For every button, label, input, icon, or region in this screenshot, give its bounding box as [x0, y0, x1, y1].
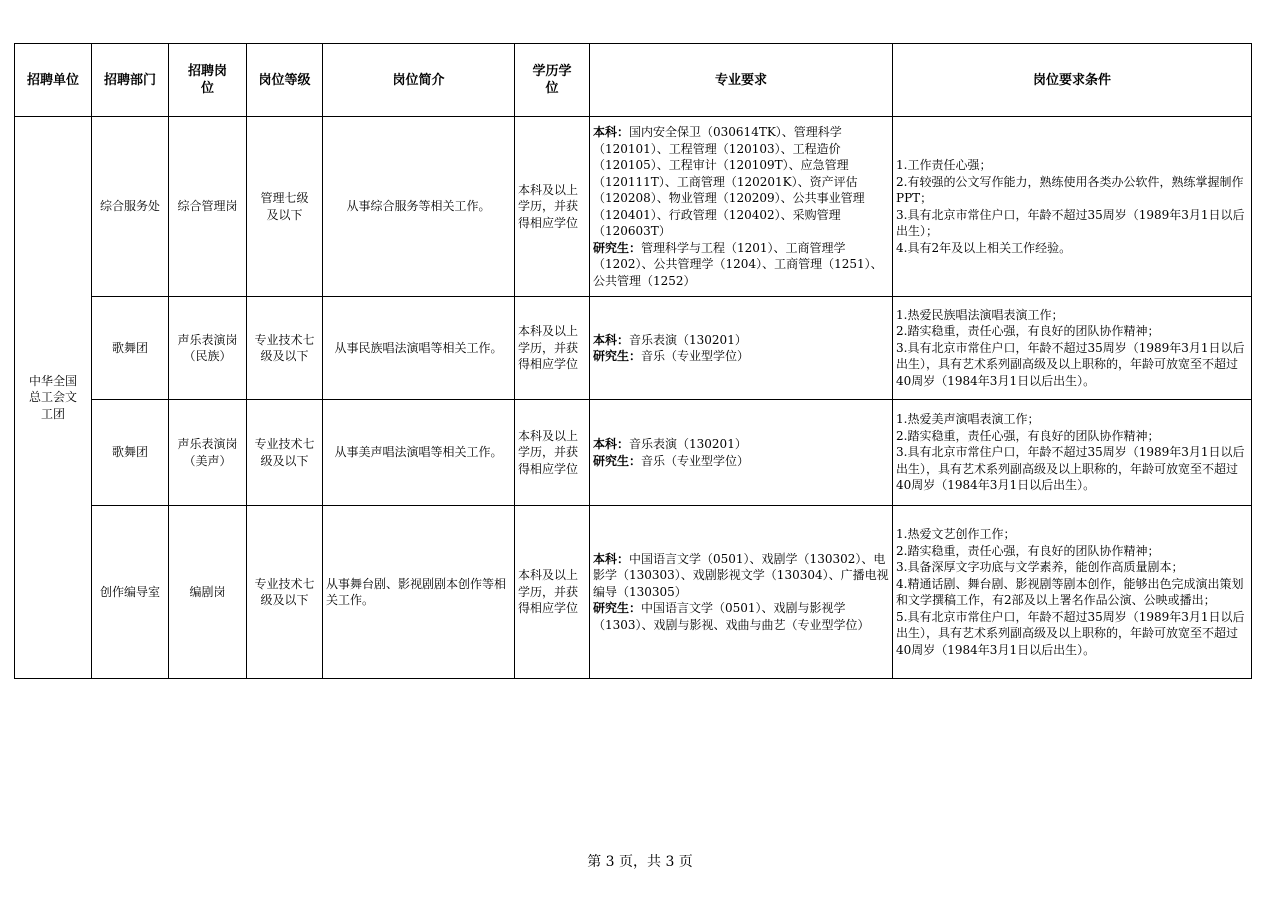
ug-majors: 中国语言文学（0501）、戏剧学（130302）、电影学（130303）、戏剧影视文学（130304）、广播电视编导（130305）: [593, 551, 889, 599]
condition-line: 2.有较强的公文写作能力，熟练使用各类办公软件，熟练掌握制作PPT；: [896, 174, 1244, 205]
condition-line: 4.具有2年及以上相关工作经验。: [896, 240, 1072, 255]
condition-line: 2.踏实稳重，责任心强，有良好的团队协作精神；: [896, 324, 1160, 339]
header-intro: 岗位简介: [323, 44, 515, 117]
ug-label: 本科：: [593, 437, 630, 451]
pg-label: 研究生：: [593, 601, 642, 616]
intro-cell: 从事舞台剧、影视剧剧本创作等相关工作。: [323, 506, 515, 679]
pg-label: 研究生：: [593, 453, 642, 468]
condition-line: 3.具有北京市常住户口，年龄不超过35周岁（1989年3月1日以后出生），具有艺术系列副高级及以上职称的，年龄可放宽至不超过40周岁（1984年3月1日以后出生）。: [896, 445, 1245, 493]
ug-label: 本科：: [593, 551, 630, 566]
recruitment-table: [14, 43, 1252, 679]
condition-line: 1.工作责任心强；: [896, 158, 992, 172]
conditions-cell: [893, 400, 1252, 506]
major-cell: [590, 400, 893, 506]
conditions-cell: [893, 117, 1252, 297]
condition-line: 1.热爱美声演唱表演工作；: [896, 412, 1040, 427]
edu-cell: 本科及以上学历，并获得相应学位: [515, 506, 590, 679]
header-dept: 招聘部门: [92, 44, 169, 117]
major-cell: [590, 297, 893, 400]
dept-cell: 综合服务处: [92, 117, 169, 297]
table-row: [15, 297, 1252, 400]
level-cell: 管理七级及以下: [247, 117, 323, 297]
pg-majors: 管理科学与工程（1201）、工商管理学（1202）、公共管理学（1204）、工商管理（1251）、公共管理（1252）: [593, 240, 883, 288]
dept-cell: 歌舞团: [92, 400, 169, 506]
edu-cell: 本科及以上学历，并获得相应学位: [515, 297, 590, 400]
condition-line: 1.热爱文艺创作工作；: [896, 527, 1016, 541]
level-cell: 专业技术七级及以下: [247, 297, 323, 400]
pg-majors: 中国语言文学（0501）、戏剧与影视学（1303）、戏剧与影视、戏曲与曲艺（专业型学位）: [593, 601, 870, 632]
page-footer: 第 3 页，共 3 页: [587, 854, 693, 870]
intro-cell: 从事美声唱法演唱等相关工作。: [323, 400, 515, 506]
header-unit: 招聘单位: [15, 44, 92, 117]
header-major: 专业要求: [590, 44, 893, 117]
ug-majors: 音乐表演（130201）: [629, 437, 747, 451]
conditions-cell: [893, 297, 1252, 400]
pg-majors: 音乐（专业型学位）: [641, 349, 750, 363]
pg-label: 研究生：: [593, 349, 642, 363]
header-edu: 学历学位: [515, 44, 590, 117]
edu-cell: 本科及以上学历，并获得相应学位: [515, 117, 590, 297]
ug-majors: 音乐表演（130201）: [629, 332, 747, 347]
header-conditions: 岗位要求条件: [893, 44, 1252, 117]
unit-cell: [15, 117, 92, 679]
pg-majors: 音乐（专业型学位）: [641, 453, 750, 468]
post-cell: 声乐表演岗（民族）: [169, 297, 247, 400]
table-row: [15, 117, 1252, 297]
condition-line: 3.具有北京市常住户口，年龄不超过35周岁（1989年3月1日以后出生）；: [896, 207, 1245, 238]
table-row: [15, 400, 1252, 506]
edu-cell: 本科及以上学历，并获得相应学位: [515, 400, 590, 506]
table-row: [15, 506, 1252, 679]
unit-name: 中华全国总工会文工团: [28, 373, 77, 421]
condition-line: 2.踏实稳重，责任心强，有良好的团队协作精神；: [896, 543, 1160, 558]
level-cell: 专业技术七级及以下: [247, 506, 323, 679]
condition-line: 5.具有北京市常住户口，年龄不超过35周岁（1989年3月1日以后出生），具有艺术系列副高级及以上职称的，年龄可放宽至不超过40周岁（1984年3月1日以后出生）。: [896, 609, 1245, 657]
intro-cell: 从事综合服务等相关工作。: [323, 117, 515, 297]
condition-line: 3.具备深厚文字功底与文学素养，能创作高质量剧本；: [896, 560, 1184, 574]
ug-label: 本科：: [593, 332, 630, 347]
condition-line: 3.具有北京市常住户口，年龄不超过35周岁（1989年3月1日以后出生），具有艺术系列副高级及以上职称的，年龄可放宽至不超过40周岁（1984年3月1日以后出生）。: [896, 340, 1245, 388]
major-cell: [590, 117, 893, 297]
dept-cell: 歌舞团: [92, 297, 169, 400]
major-cell: [590, 506, 893, 679]
post-cell: 声乐表演岗（美声）: [169, 400, 247, 506]
level-cell: 专业技术七级及以下: [247, 400, 323, 506]
pg-label: 研究生：: [593, 240, 642, 255]
ug-label: 本科：: [593, 125, 630, 139]
post-cell: 编剧岗: [169, 506, 247, 679]
header-post: 招聘岗位: [169, 44, 247, 117]
condition-line: 4.精通话剧、舞台剧、影视剧等剧本创作，能够出色完成演出策划和文学撰稿工作，有2部及以上署名作品公演、公映或播出；: [896, 576, 1244, 607]
header-level: 岗位等级: [247, 44, 323, 117]
conditions-cell: [893, 506, 1252, 679]
intro-cell: 从事民族唱法演唱等相关工作。: [323, 297, 515, 400]
post-cell: 综合管理岗: [169, 117, 247, 297]
condition-line: 2.踏实稳重，责任心强，有良好的团队协作精神；: [896, 428, 1160, 443]
header-row: [15, 44, 1252, 117]
condition-line: 1.热爱民族唱法演唱表演工作；: [896, 307, 1064, 322]
ug-majors: 国内安全保卫（030614TK）、管理科学（120101）、工程管理（120103）、工程造价（120105）、工程审计（120109T）、应急管理（120111T）、工商管理（120201K）、资产评估（120208）、物业管理（120209）、公共事业管理（120401）、行政管理（120402）、采购管理（120603T）: [593, 125, 865, 238]
dept-cell: 创作编导室: [92, 506, 169, 679]
